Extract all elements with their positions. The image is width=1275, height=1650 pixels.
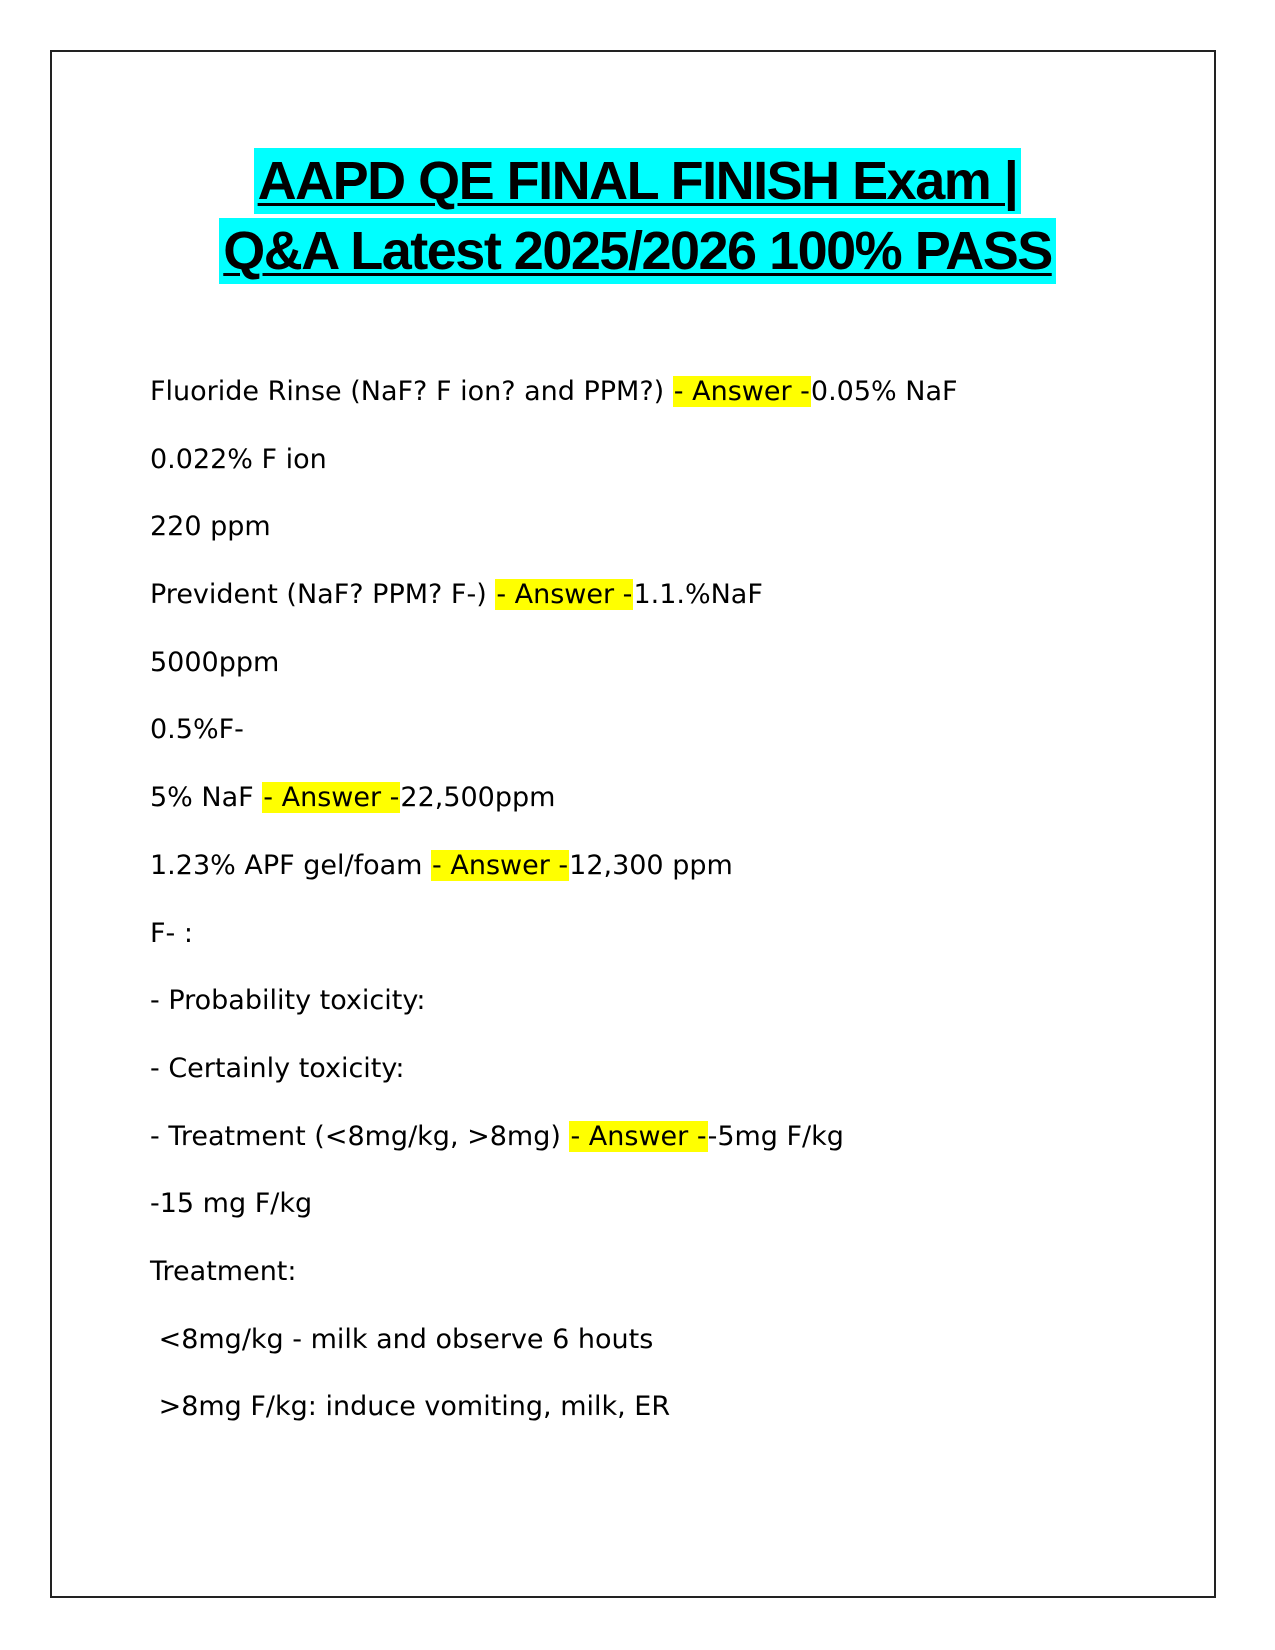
text-line	[150, 370, 1150, 438]
text-line	[150, 979, 1150, 1047]
title-line-2: Q&A Latest 2025/2026 100% PASS	[219, 218, 1055, 284]
text-line	[150, 1115, 1150, 1183]
document-title	[0, 148, 1275, 288]
text-line	[150, 438, 1150, 506]
text-line	[150, 1250, 1150, 1318]
question-text: F- :	[150, 917, 193, 949]
text-line	[150, 505, 1150, 573]
answer-marker: - Answer -	[673, 376, 810, 407]
answer-text: 5000ppm	[150, 646, 280, 678]
text-line	[150, 641, 1150, 709]
answer-marker: - Answer -	[432, 849, 569, 881]
question-text: - Probability toxicity:	[150, 985, 426, 1017]
answer-text: 1.1.%NaF	[633, 579, 763, 611]
answer-text: 220 ppm	[150, 511, 271, 543]
text-line	[150, 1182, 1150, 1250]
question-text: - Treatment (<8mg/kg, >8mg)	[150, 1120, 570, 1152]
answer-text: Treatment:	[150, 1255, 297, 1287]
answer-text: <8mg/kg - milk and observe 6 houts	[150, 1323, 654, 1355]
answer-text: -5mg F/kg	[707, 1120, 844, 1152]
answer-text: -15 mg F/kg	[150, 1188, 313, 1220]
answer-marker: - Answer -	[263, 782, 400, 814]
text-line	[150, 708, 1150, 776]
text-line	[150, 912, 1150, 980]
answer-text: 0.022% F ion	[150, 443, 327, 475]
question-text: - Certainly toxicity:	[150, 1052, 405, 1084]
text-line	[150, 1318, 1150, 1386]
question-text: Prevident (NaF? PPM? F-)	[150, 579, 496, 611]
text-line	[150, 1047, 1150, 1115]
answer-text: 0.05% NaF	[810, 376, 958, 407]
question-text: 5% NaF	[150, 782, 263, 814]
text-line	[150, 573, 1150, 641]
title-line-1: AAPD QE FINAL FINISH Exam |	[254, 148, 1022, 214]
answer-text: 0.5%F-	[150, 714, 244, 746]
answer-text: 22,500ppm	[400, 782, 556, 814]
text-line	[150, 776, 1150, 844]
answer-text: 12,300 ppm	[569, 849, 733, 881]
answer-text: >8mg F/kg: induce vomiting, milk, ER	[150, 1391, 671, 1423]
answer-marker: - Answer -	[496, 579, 633, 611]
answer-marker: - Answer -	[570, 1120, 707, 1152]
question-text: 1.23% APF gel/foam	[150, 849, 432, 881]
text-line	[150, 1385, 1150, 1453]
question-text: Fluoride Rinse (NaF? F ion? and PPM?)	[150, 376, 673, 407]
text-line	[150, 844, 1150, 912]
qa-content	[150, 370, 1150, 1453]
